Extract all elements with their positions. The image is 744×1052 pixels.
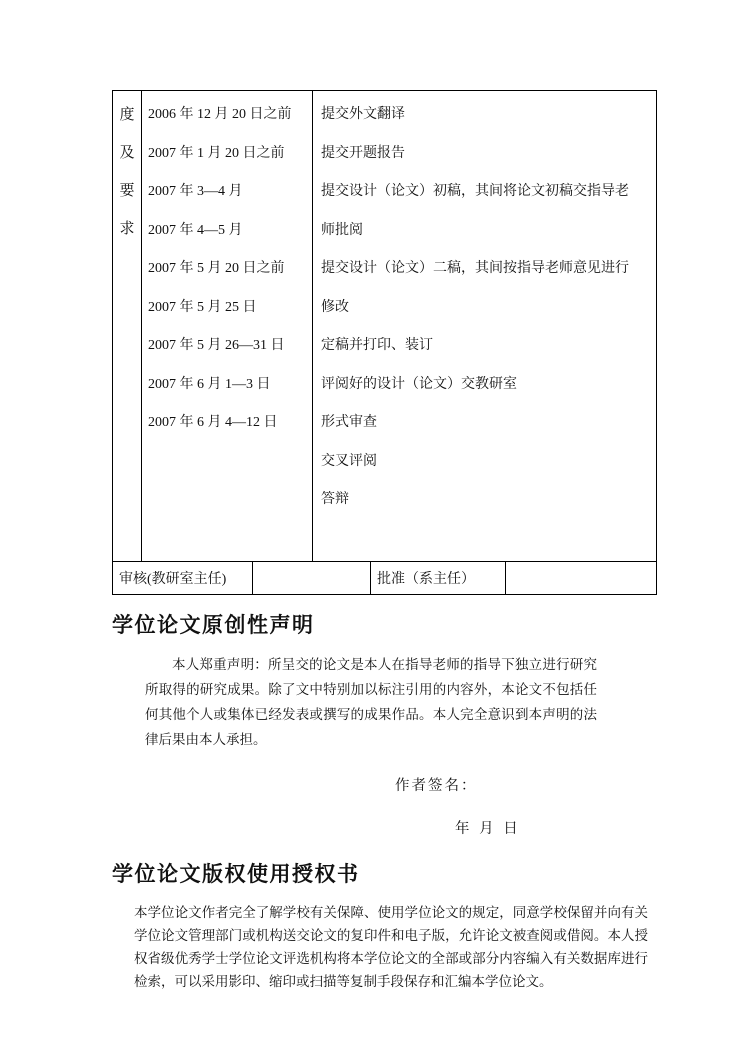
schedule-task: 提交开题报告 bbox=[321, 145, 405, 161]
schedule-table-footer bbox=[113, 561, 656, 594]
schedule-date: 2006 年 12 月 20 日之前 bbox=[148, 107, 292, 122]
schedule-task: 交叉评阅 bbox=[321, 453, 377, 469]
schedule-dates-column bbox=[142, 91, 313, 561]
schedule-date: 2007 年 3—4 月 bbox=[148, 184, 243, 199]
review-label: 审核(教研室主任) bbox=[113, 562, 253, 594]
schedule-table-body bbox=[113, 91, 656, 561]
schedule-task: 修改 bbox=[321, 299, 349, 315]
side-label-char: 求 bbox=[119, 221, 135, 237]
side-label-char: 及 bbox=[119, 145, 135, 161]
approve-signature-cell bbox=[506, 562, 656, 594]
schedule-date: 2007 年 6 月 1—3 日 bbox=[148, 376, 271, 392]
schedule-tasks-column bbox=[313, 91, 656, 561]
schedule-task: 提交设计（论文）二稿，其间按指导老师意见进行 bbox=[321, 261, 629, 276]
schedule-task: 定稿并打印、装订 bbox=[321, 338, 433, 353]
schedule-task: 提交设计（论文）初稿，其间将论文初稿交指导老 bbox=[321, 184, 629, 199]
schedule-date: 2007 年 5 月 20 日之前 bbox=[148, 261, 285, 276]
side-label-char: 要 bbox=[119, 183, 135, 199]
declaration-title: 学位论文原创性声明 bbox=[112, 613, 315, 637]
declaration-body: 本人郑重声明：所呈交的论文是本人在指导老师的指导下独立进行研究所取得的研究成果。除了文中特别加以标注引用的内容外，本论文不包括任何其他个人或集体已经发表或撰写的成果作品。本人完全意识到本声明的法律后果由本人承担。 bbox=[145, 657, 597, 747]
schedule-date: 2007 年 4—5 月 bbox=[148, 222, 243, 238]
review-signature-cell bbox=[253, 562, 371, 594]
signature-date-label: 年 月 日 bbox=[455, 821, 521, 837]
schedule-date: 2007 年 5 月 26—31 日 bbox=[148, 338, 285, 353]
author-signature-label: 作者签名： bbox=[395, 778, 478, 794]
schedule-table bbox=[112, 90, 657, 595]
schedule-task: 提交外文翻译 bbox=[321, 107, 405, 122]
schedule-date: 2007 年 5 月 25 日 bbox=[148, 299, 257, 315]
schedule-task: 师批阅 bbox=[321, 222, 363, 238]
authorization-title: 学位论文版权使用授权书 bbox=[112, 862, 360, 886]
authorization-body: 本学位论文作者完全了解学校有关保障、使用学位论文的规定，同意学校保留并向有关学位论文管理部门或机构送交论文的复印件和电子版，允许论文被查阅或借阅。本人授权省级优秀学士学位论文评选机构将本学位论文的全部或部分内容编入有关数据库进行检索，可以采用影印、缩印或扫描等复制手段保存和汇编本学位论文。 bbox=[134, 905, 648, 989]
schedule-task: 评阅好的设计（论文）交教研室 bbox=[321, 376, 517, 392]
schedule-task: 答辩 bbox=[321, 492, 349, 507]
side-label-char: 度 bbox=[119, 107, 135, 123]
schedule-task: 形式审查 bbox=[321, 415, 377, 430]
schedule-date: 2007 年 1 月 20 日之前 bbox=[148, 145, 285, 161]
schedule-side-label-column bbox=[113, 91, 142, 561]
schedule-date: 2007 年 6 月 4—12 日 bbox=[148, 415, 278, 430]
approve-label: 批准（系主任） bbox=[371, 562, 506, 594]
